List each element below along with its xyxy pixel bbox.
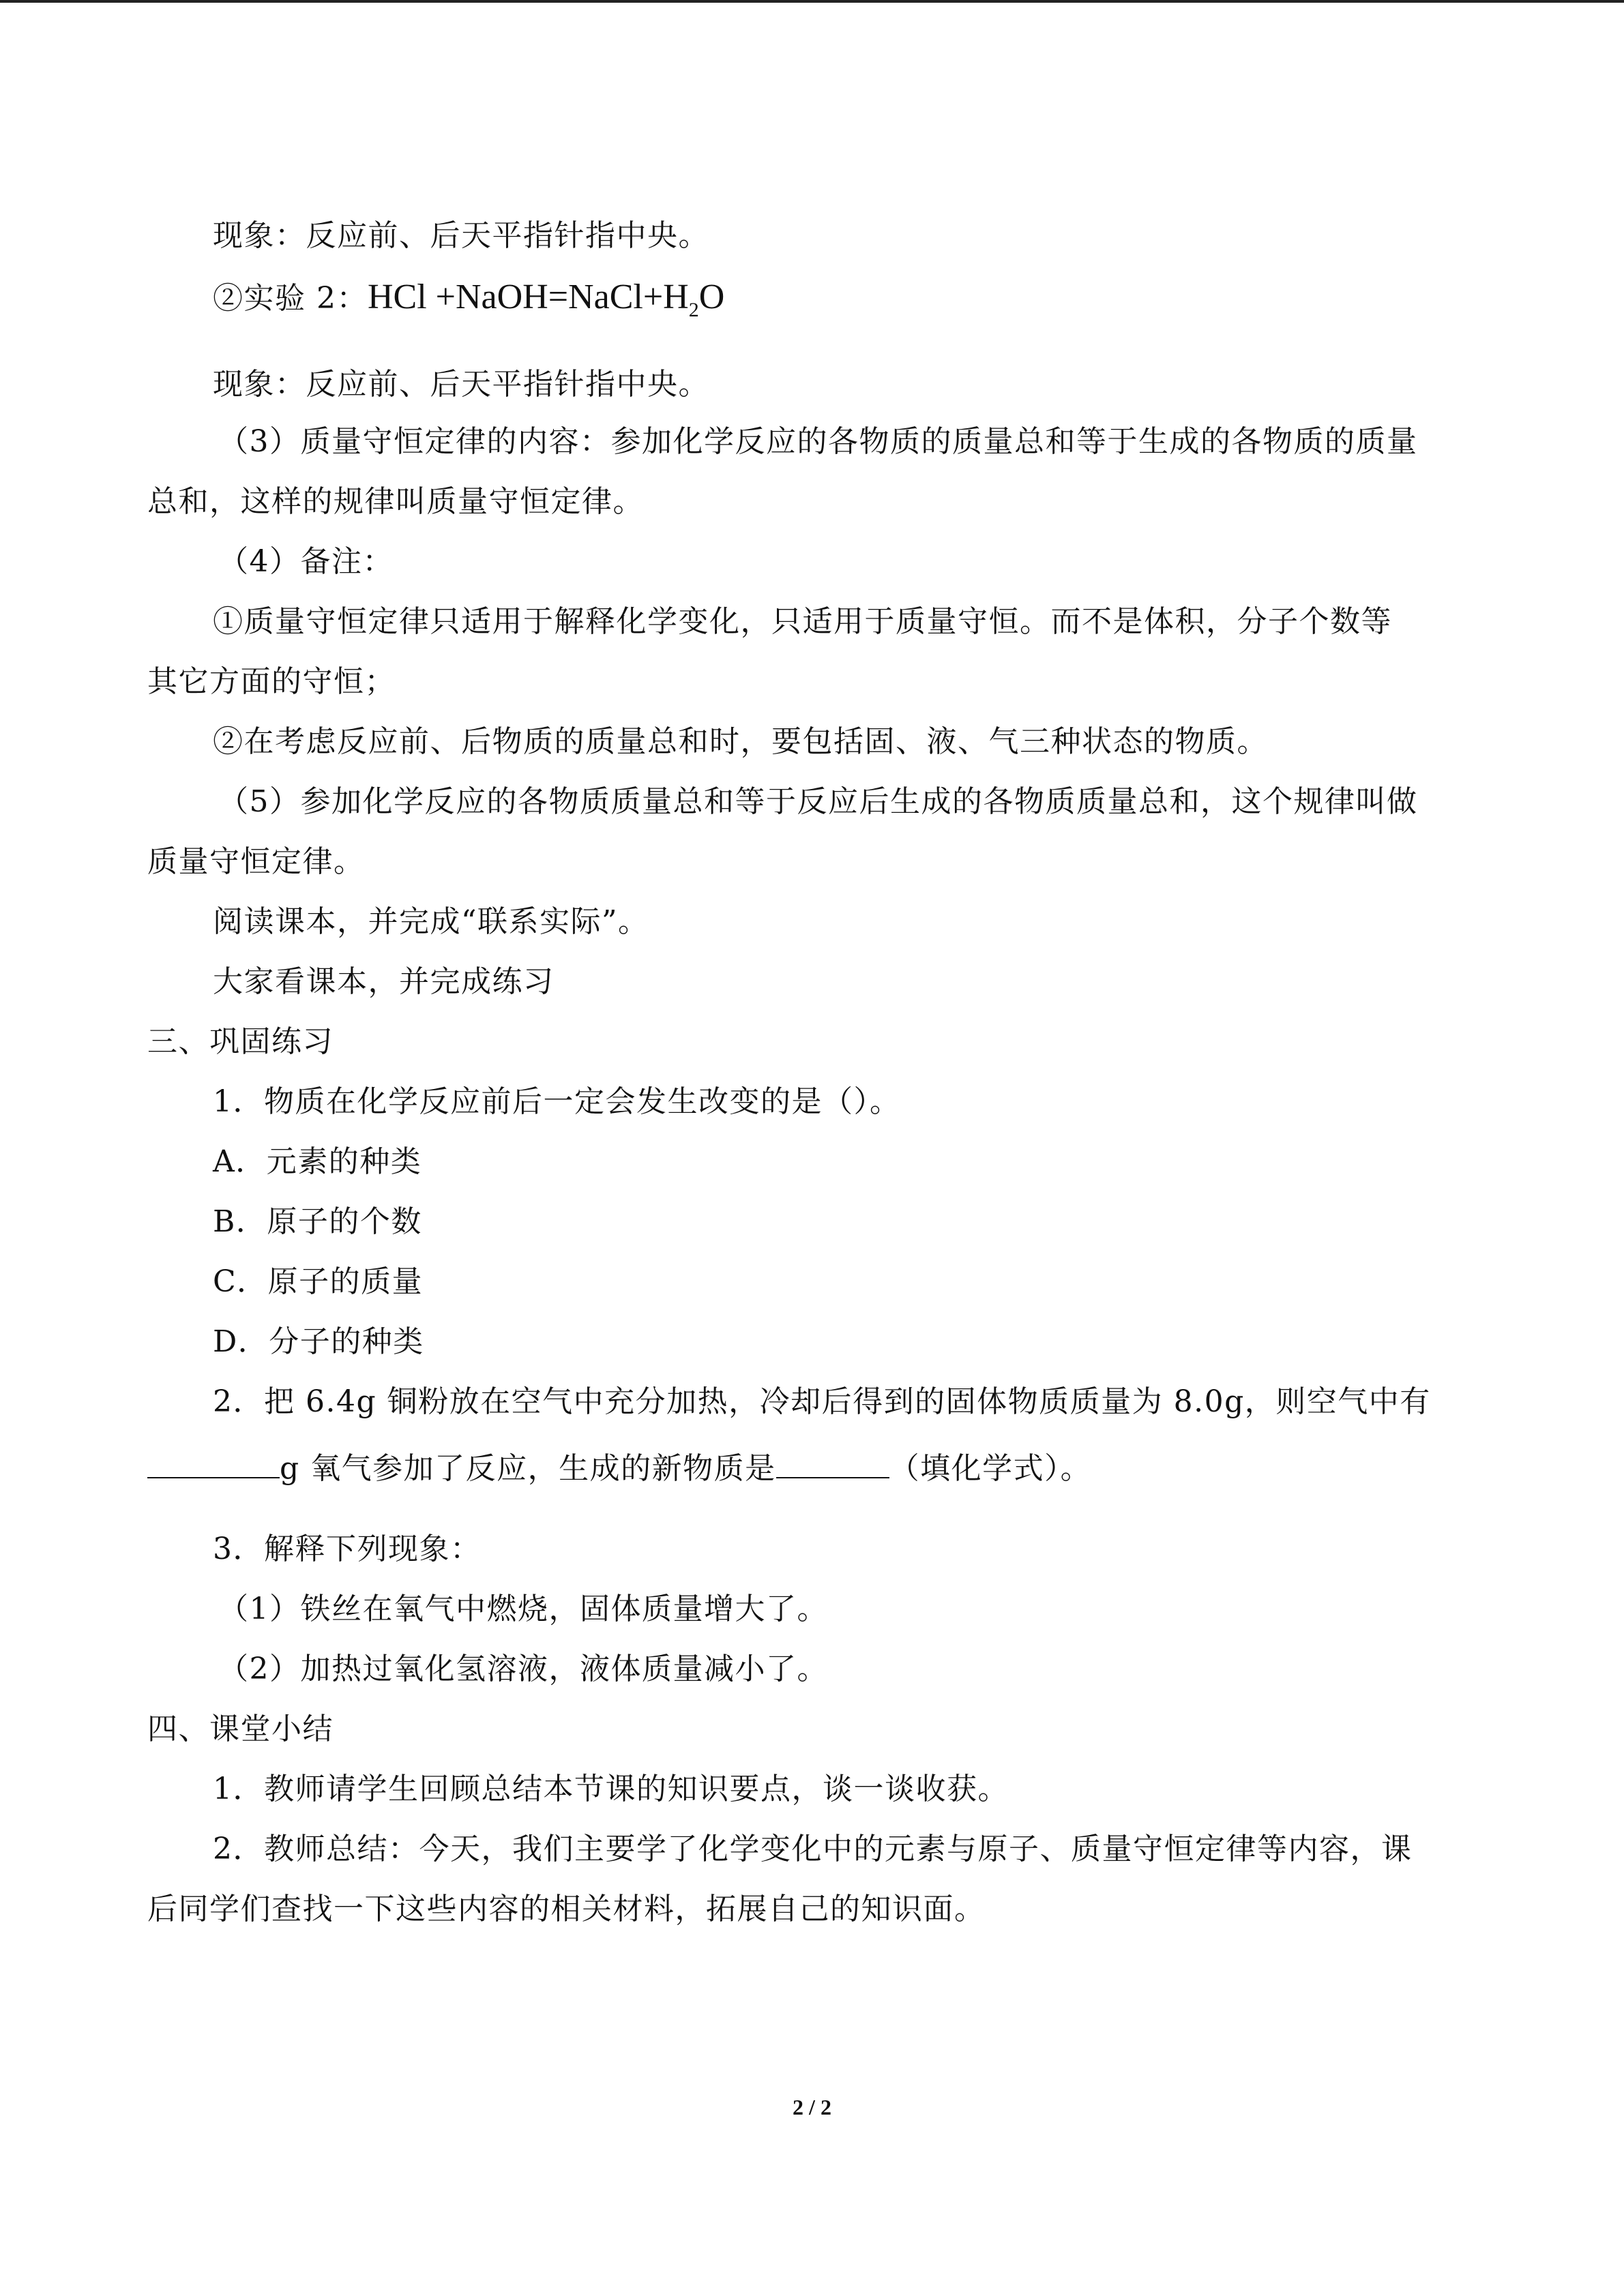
experiment-2-line bbox=[213, 277, 1475, 331]
option-d: D．分子的种类 bbox=[213, 1324, 424, 1359]
question-2-continuation: g 氧气参加了反应，生成的新物质是 （填化学式）。 bbox=[147, 1446, 1475, 1489]
option-c: C．原子的质量 bbox=[213, 1264, 424, 1299]
text-line: ②在考虑反应前、后物质的质量总和时，要包括固、液、气三种状态的物质。 bbox=[213, 724, 1268, 759]
answer-blank[interactable] bbox=[147, 1446, 280, 1478]
text-line: 2．教师总结：今天，我们主要学了化学变化中的元素与原子、质量守恒定律等内容，课 bbox=[213, 1832, 1413, 1866]
text-line: 其它方面的守恒； bbox=[147, 664, 396, 699]
text-line: （2）加热过氧化氢溶液，液体质量减小了。 bbox=[218, 1652, 828, 1686]
answer-blank[interactable] bbox=[776, 1446, 889, 1478]
experiment-2-label: ②实验 2： bbox=[213, 281, 368, 316]
text-line: （4）备注： bbox=[218, 544, 394, 579]
text-line: 总和，这样的规律叫质量守恒定律。 bbox=[147, 484, 644, 519]
text-line: 质量守恒定律。 bbox=[147, 844, 365, 879]
section-heading: 四、课堂小结 bbox=[147, 1712, 334, 1746]
text-line: 大家看课本，并完成练习 bbox=[213, 964, 555, 999]
text-line: ①质量守恒定律只适用于解释化学变化，只适用于质量守恒。而不是体积，分子个数等 bbox=[213, 604, 1392, 639]
text-line: （1）铁丝在氧气中燃烧，固体质量增大了。 bbox=[218, 1592, 828, 1626]
text-line: 后同学们查找一下这些内容的相关材料，拓展自己的知识面。 bbox=[147, 1892, 986, 1926]
text-line: 现象：反应前、后天平指针指中央。 bbox=[213, 367, 709, 402]
page-number: 2 / 2 bbox=[793, 2095, 831, 2119]
text-line: （3）质量守恒定律的内容：参加化学反应的各物质的质量总和等于生成的各物质的质量 bbox=[218, 424, 1418, 459]
chemical-equation: HCl $+NaOH=NaCl+H_2O$ bbox=[367, 278, 725, 321]
option-a: A．元素的种类 bbox=[213, 1144, 422, 1179]
text-line: （5）参加化学反应的各物质质量总和等于反应后生成的各物质质量总和，这个规律叫做 bbox=[218, 784, 1418, 819]
question-2: 2．把 6.4g 铜粉放在空气中充分加热，冷却后得到的固体物质质量为 8.0g，则空气中有 bbox=[213, 1384, 1431, 1419]
question-3: 3．解释下列现象： bbox=[213, 1532, 482, 1566]
text-line: 1．教师请学生回顾总结本节课的知识要点，谈一谈收获。 bbox=[213, 1772, 1009, 1806]
text-line: 阅读课本，并完成“联系实际”。 bbox=[213, 904, 649, 939]
section-heading: 三、巩固练习 bbox=[147, 1024, 334, 1059]
question-1: 1．物质在化学反应前后一定会发生改变的是（）。 bbox=[213, 1084, 901, 1119]
page-top-border bbox=[0, 0, 1624, 3]
text-line: 现象：反应前、后天平指针指中央。 bbox=[213, 218, 709, 253]
option-b: B．原子的个数 bbox=[213, 1204, 422, 1239]
